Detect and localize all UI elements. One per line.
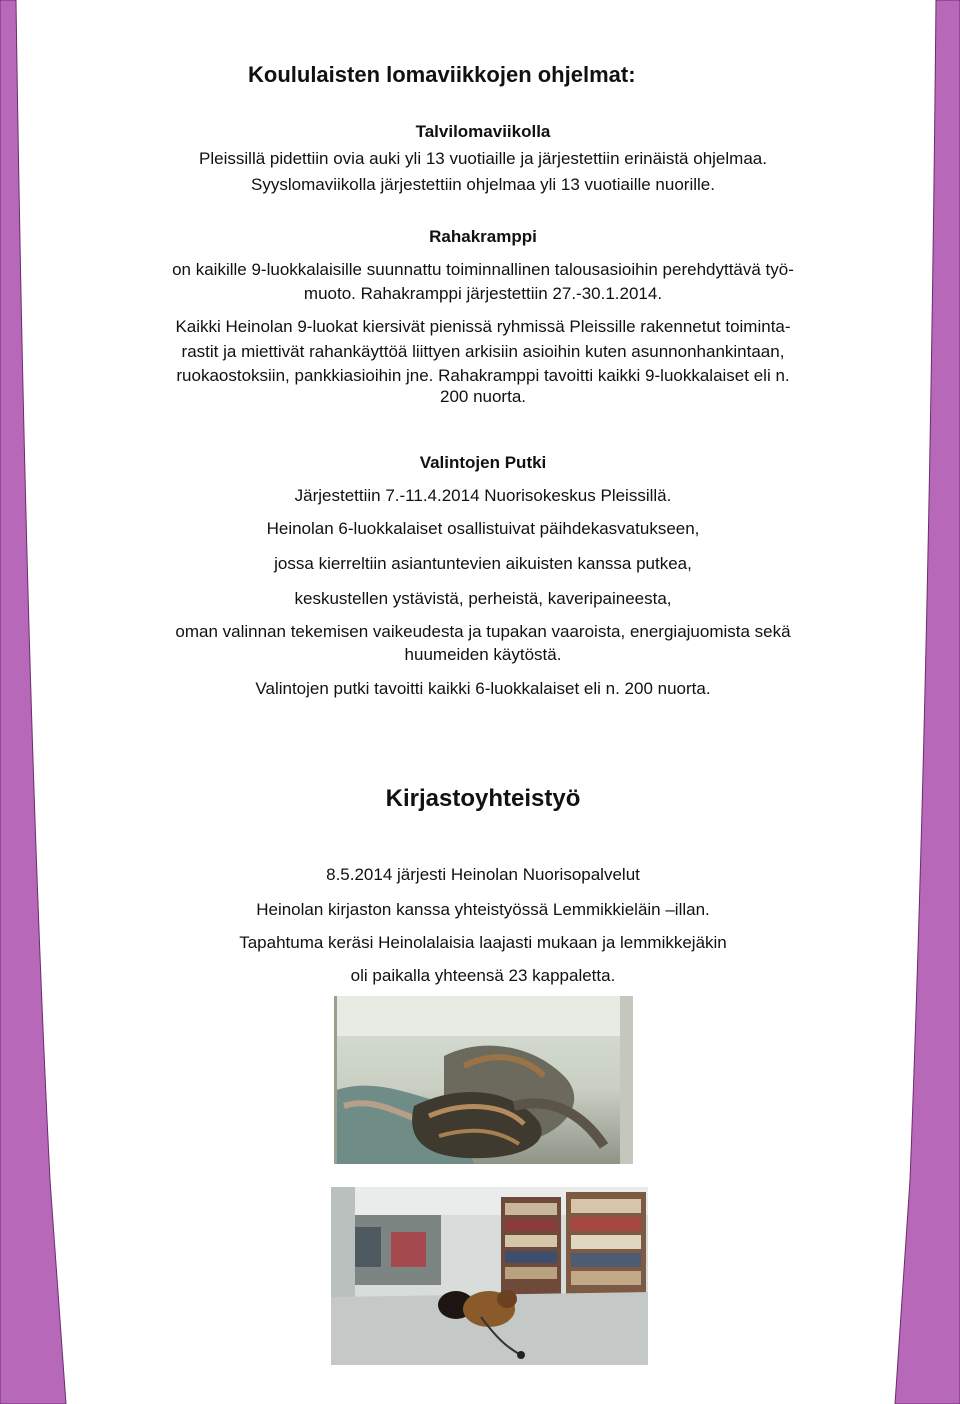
rahakramppi-p2-line-2: rastit ja miettivät rahankäyttöä liittyen arkisiin asioihin kuten asunnonhankintaan, — [181, 342, 785, 361]
right-purple-swoosh — [895, 0, 960, 1404]
talvi-title: Talvilomaviikolla — [415, 122, 551, 141]
rahakramppi-p2-line-4: 200 nuorta. — [439, 387, 526, 406]
putki-line-7: Valintojen putki tavoitti kaikki 6-luokkalaiset eli n. 200 nuorta. — [255, 679, 711, 698]
kirjasto-line-1: 8.5.2014 järjesti Heinolan Nuorisopalvelut — [326, 865, 640, 884]
putki-line-1: Järjestettiin 7.-11.4.2014 Nuorisokeskus Pleissillä. — [294, 486, 672, 505]
kirjasto-line-4: oli paikalla yhteensä 23 kappaletta. — [350, 966, 616, 985]
rahakramppi-p2-line-3: ruokaostoksiin, pankkiasioihin jne. Rahakramppi tavoitti kaikki 9-luokkalaiset eli n. — [176, 366, 790, 385]
rahakramppi-title: Rahakramppi — [429, 227, 537, 246]
rahakramppi-line-1: on kaikille 9-luokkalaisille suunnattu toiminnallinen talousasioihin perehdyttävä työ- — [172, 260, 794, 279]
rahakramppi-p2-line-1: Kaikki Heinolan 9-luokat kiersivät pienissä ryhmissä Pleissille rakennetut toiminta- — [175, 317, 791, 336]
library-photo — [331, 1187, 648, 1365]
putki-line-6: huumeiden käytöstä. — [404, 645, 562, 664]
snake-photo — [334, 996, 633, 1164]
rahakramppi-line-2: muoto. Rahakramppi järjestettiin 27.-30.1.2014. — [303, 284, 663, 303]
kirjasto-title: Kirjastoyhteistyö — [385, 785, 581, 812]
kirjasto-line-2: Heinolan kirjaston kanssa yhteistyössä Lemmikkieläin –illan. — [256, 900, 710, 919]
putki-line-3: jossa kierreltiin asiantuntevien aikuisten kanssa putkea, — [274, 554, 692, 573]
putki-line-2: Heinolan 6-luokkalaiset osallistuivat päihdekasvatukseen, — [266, 519, 700, 538]
left-purple-swoosh — [0, 0, 66, 1404]
putki-title: Valintojen Putki — [419, 453, 547, 472]
talvi-line-2: Syyslomaviikolla järjestettiin ohjelmaa yli 13 vuotiaille nuorille. — [251, 175, 715, 194]
putki-line-4: keskustellen ystävistä, perheistä, kaveripaineesta, — [294, 589, 672, 608]
kirjasto-line-3: Tapahtuma keräsi Heinolalaisia laajasti mukaan ja lemmikkejäkin — [239, 933, 727, 952]
page-heading: Koululaisten lomaviikkojen ohjelmat: — [248, 62, 636, 87]
putki-line-5: oman valinnan tekemisen vaikeudesta ja tupakan vaaroista, energiajuomista sekä — [175, 622, 791, 641]
talvi-line-1: Pleissillä pidettiin ovia auki yli 13 vuotiaille ja järjestettiin erinäistä ohjelmaa. — [199, 149, 767, 168]
